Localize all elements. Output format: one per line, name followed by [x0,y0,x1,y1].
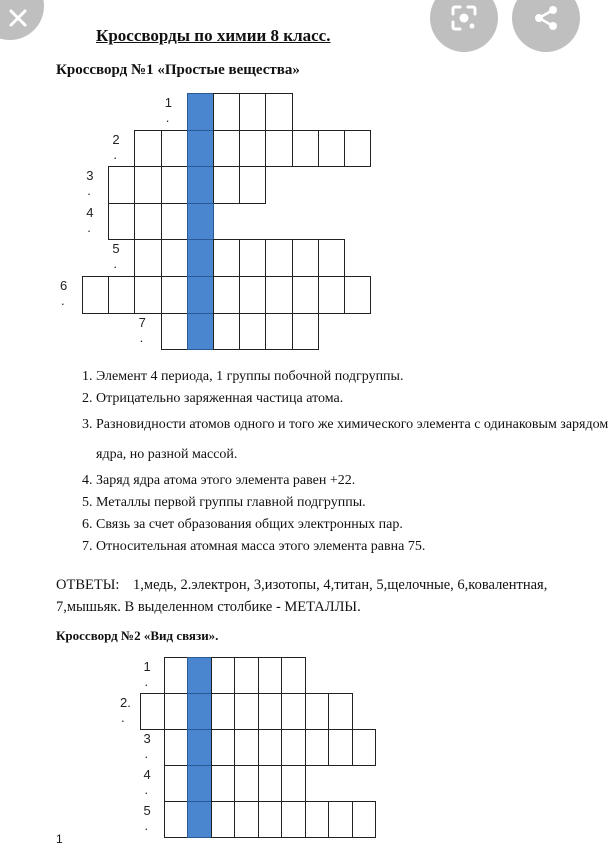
answers-text: 1,медь, 2.электрон, 3,изотопы, 4,титан, 5,щелочные, 6,ковалентная, 7,мышьяк. В выделенном столбике - МЕТАЛЛЫ. [56,577,548,615]
crossword-cell[interactable] [234,801,259,838]
clue-item: 3. Разновидности атомов одного и того же химического элемента с одинаковым зарядом ядра, но разной массой. [96,410,610,470]
crossword-cell[interactable] [318,239,345,277]
lens-button[interactable] [430,0,498,52]
crossword-cell[interactable] [234,693,259,730]
number-dot: . [113,256,118,272]
crossword-cell[interactable] [258,693,283,730]
clue-number: 7 [138,314,146,330]
number-dot: . [113,146,118,162]
highlighted-cell[interactable] [187,203,214,241]
lens-icon [449,3,479,33]
crossword-cell[interactable] [281,765,306,802]
crossword-cell[interactable] [164,729,189,766]
clue-number: 2. [120,695,131,710]
crossword-cell[interactable] [108,203,135,241]
crossword-cell[interactable] [213,239,240,277]
crossword-cell[interactable] [292,313,319,351]
crossword-cell[interactable] [164,693,189,730]
crossword-cell[interactable] [164,657,189,694]
crossword-cell[interactable] [134,130,161,168]
crossword-cell[interactable] [305,729,330,766]
number-dot: . [61,293,65,308]
crossword-cell[interactable] [211,765,236,802]
clue-item: 4. Заряд ядра атома этого элемента равен +22. [96,470,610,492]
highlighted-cell[interactable] [187,93,214,131]
crossword-cell[interactable] [211,729,236,766]
page-title: Кроссворды по химии 8 класс. [96,26,331,45]
crossword-cell[interactable] [281,693,306,730]
clue-number: 6 [60,278,68,293]
crossword-cell[interactable] [213,276,240,314]
highlighted-cell[interactable] [187,801,212,838]
crossword-cell[interactable] [352,729,377,766]
crossword-cell[interactable] [134,276,161,314]
crossword-cell[interactable] [161,276,188,314]
number-dot: . [165,110,170,125]
crossword-cell[interactable] [305,693,330,730]
number-dot: . [144,782,149,797]
crossword-cell[interactable] [265,239,292,277]
crossword-cell[interactable] [161,166,188,204]
crossword-cell[interactable] [305,801,330,838]
crossword-cell[interactable] [161,130,188,168]
clue-number: 3 [86,168,94,184]
clue-number: 5 [112,241,120,257]
crossword-cell[interactable] [328,801,353,838]
number-dot: . [139,329,144,345]
crossword-cell[interactable] [239,313,266,351]
crossword-cell[interactable] [318,130,345,168]
number-dot: . [121,710,125,725]
crossword-cell[interactable] [258,765,283,802]
crossword-cell[interactable] [239,130,266,168]
crossword-cell[interactable] [258,657,283,694]
crossword-cell[interactable] [265,313,292,351]
crossword-cell[interactable] [161,239,188,277]
crossword-cell[interactable] [352,801,377,838]
crossword-cell[interactable] [213,166,240,204]
crossword-cell[interactable] [108,276,135,314]
crossword-cell[interactable] [239,166,266,204]
number-dot: . [144,818,149,833]
close-icon [8,8,28,28]
crossword-cell[interactable] [134,239,161,277]
number-dot: . [87,183,91,199]
crossword-cell[interactable] [265,93,292,131]
clue-number: 1 [164,95,173,110]
share-icon [531,3,561,33]
highlighted-cell[interactable] [187,313,214,351]
highlighted-cell[interactable] [187,166,214,204]
crossword-cell[interactable] [328,693,353,730]
crossword-cell[interactable] [281,657,306,694]
clue-item: 1. Элемент 4 периода, 1 группы побочной подгруппы. [96,366,610,388]
crossword-cell[interactable] [211,801,236,838]
clue-number: 2 [112,131,120,147]
crossword-cell[interactable] [234,765,259,802]
crossword-cell[interactable] [239,276,266,314]
highlighted-cell[interactable] [187,276,214,314]
clue-number: 4 [86,204,94,220]
highlighted-cell[interactable] [187,130,214,168]
highlighted-cell[interactable] [187,693,212,730]
crossword-cell[interactable] [239,93,266,131]
clue-item: 6. Связь за счет образования общих электронных пар. [96,514,610,536]
crossword-cell[interactable] [108,166,135,204]
crossword-cell[interactable] [82,276,109,314]
crossword-cell[interactable] [258,801,283,838]
crossword-cell[interactable] [213,130,240,168]
highlighted-cell[interactable] [187,765,212,802]
clue-number: 3 [143,731,151,746]
crossword-cell[interactable] [258,729,283,766]
close-button[interactable] [0,0,44,40]
crossword-cell[interactable] [234,729,259,766]
share-button[interactable] [512,0,580,52]
crossword-cell[interactable] [164,801,189,838]
clue-number: 4 [143,767,151,782]
crossword-cell[interactable] [161,313,188,351]
answers-label: ОТВЕТЫ: [56,577,120,593]
clue-item: 5. Металлы первой группы главной подгруппы. [96,492,610,514]
crossword-cell[interactable] [292,130,319,168]
crossword-cell[interactable] [265,130,292,168]
crossword-cell[interactable] [164,765,189,802]
highlighted-cell[interactable] [187,729,212,766]
clue-item: 2. Отрицательно заряженная частица атома. [96,388,610,410]
highlighted-cell[interactable] [187,657,212,694]
answers-block [56,574,556,618]
crossword-cell[interactable] [140,693,165,730]
crossword-cell[interactable] [328,729,353,766]
crossword-cell[interactable] [281,729,306,766]
crossword-cell[interactable] [265,276,292,314]
crossword-cell[interactable] [134,203,161,241]
crossword-cell[interactable] [213,313,240,351]
highlighted-cell[interactable] [187,239,214,277]
crossword-cell[interactable] [292,276,319,314]
crossword-cell[interactable] [239,239,266,277]
page-number: 1 [56,832,63,846]
clue-number: 1 [143,659,151,674]
crossword-cell[interactable] [292,239,319,277]
crossword-cell[interactable] [211,657,236,694]
crossword1-heading: Кроссворд №1 «Простые вещества» [56,62,300,78]
crossword1-clues [58,366,610,558]
crossword-cell[interactable] [318,276,345,314]
crossword-cell[interactable] [134,166,161,204]
number-dot: . [144,674,149,689]
crossword-cell[interactable] [161,203,188,241]
clue-number: 5 [143,803,151,818]
number-dot: . [144,746,149,761]
number-dot: . [87,219,91,235]
crossword-cell[interactable] [211,693,236,730]
crossword-cell[interactable] [344,130,371,168]
crossword-cell[interactable] [213,93,240,131]
crossword-cell[interactable] [281,801,306,838]
crossword2-heading: Кроссворд №2 «Вид связи». [56,628,219,643]
clue-item: 7. Относительная атомная масса этого элемента равна 75. [96,536,610,558]
crossword-cell[interactable] [344,276,371,314]
crossword-cell[interactable] [234,657,259,694]
